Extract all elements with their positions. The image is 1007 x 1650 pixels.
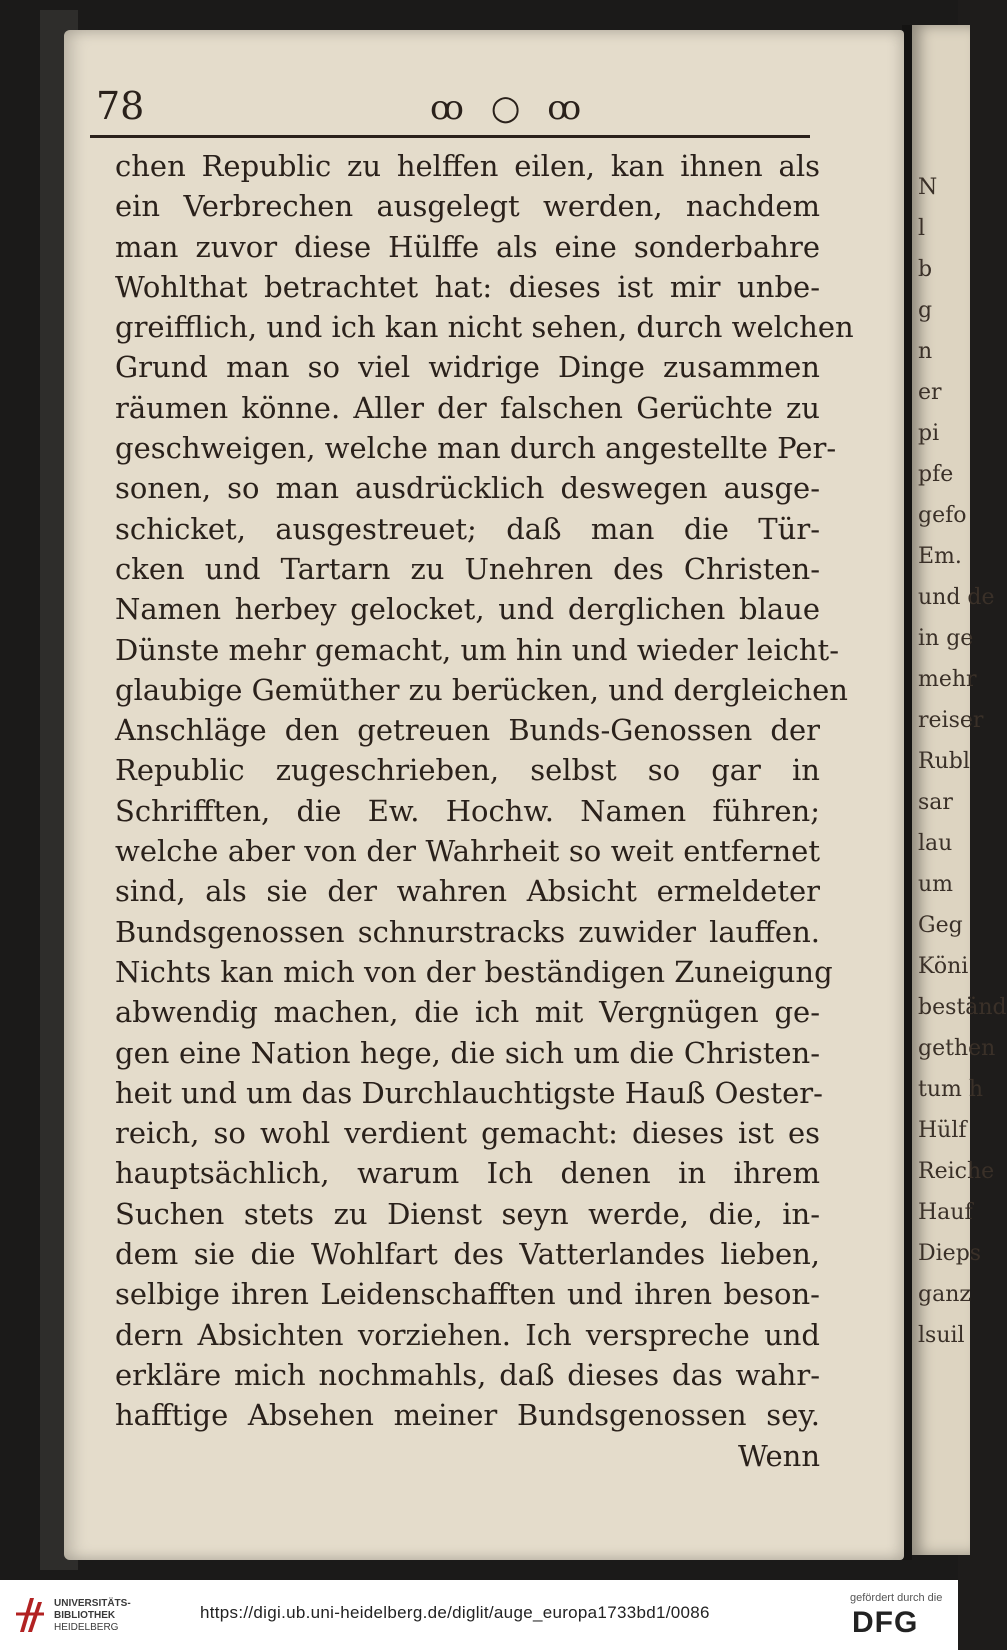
institution-line-1: UNIVERSITÄTS- bbox=[54, 1598, 131, 1609]
facing-page-fragment: b bbox=[918, 257, 933, 282]
page-url-link[interactable]: https://digi.ub.uni-heidelberg.de/diglit/auge_europa1733bd1/0086 bbox=[200, 1603, 710, 1622]
facing-page-fragment: Hauf bbox=[918, 1200, 973, 1225]
text-line: glaubige Gemüther zu berücken, und dergleichen bbox=[115, 672, 848, 707]
text-line: Anschläge den getreuen Bunds-Genossen der bbox=[115, 713, 820, 748]
facing-page-fragment: er bbox=[918, 380, 942, 405]
text-line: gen eine Nation hege, die sich um die Christen- bbox=[115, 1035, 820, 1070]
text-line: Schrifften, die Ew. Hochw. Namen führen; bbox=[115, 793, 820, 828]
facing-page-fragment: n bbox=[918, 339, 933, 364]
text-line: Suchen stets zu Dienst seyn werde, die, in- bbox=[115, 1196, 820, 1231]
text-line: erkläre mich nochmahls, daß dieses das wahr- bbox=[115, 1357, 820, 1392]
text-line: sonen, so man ausdrücklich deswegen ausge- bbox=[115, 471, 820, 506]
funded-by-label: gefördert durch die bbox=[850, 1592, 943, 1604]
facing-page-fragment: gethen bbox=[918, 1036, 996, 1061]
text-line: dem sie die Wohlfart des Vatterlandes lieben, bbox=[115, 1237, 820, 1272]
text-line: Grund man so viel widrige Dinge zusammen bbox=[115, 350, 820, 385]
text-line: greifflich, und ich kan nicht sehen, durch welchen bbox=[115, 310, 854, 345]
text-line: dern Absichten vorziehen. Ich verspreche und bbox=[115, 1317, 820, 1352]
facing-page-fragment: mehr bbox=[918, 667, 977, 692]
facing-page bbox=[910, 25, 1007, 1555]
text-line: hafftige Absehen meiner Bundsgenossen sey. bbox=[115, 1398, 820, 1433]
facing-page-fragment: Reiche bbox=[918, 1159, 995, 1184]
facing-page-fragment: gefo bbox=[918, 503, 967, 528]
institution-name bbox=[54, 1598, 131, 1634]
facing-page-fragment: sar bbox=[918, 790, 953, 815]
facing-page-fragment: Dieps bbox=[918, 1241, 982, 1266]
facing-page-fragment: in ge bbox=[918, 626, 974, 651]
text-line: Bundsgenossen schnurstracks zuwider lauffen. bbox=[115, 914, 820, 949]
facing-page-fragment: reiser bbox=[918, 708, 984, 733]
header-rule bbox=[90, 135, 810, 138]
facing-page-fragment: um bbox=[918, 872, 954, 897]
text-line: räumen könne. Aller der falschen Gerüchte zu bbox=[115, 390, 820, 425]
facing-page-fragment: N bbox=[918, 175, 938, 200]
facing-page-fragment: pi bbox=[918, 421, 940, 446]
header-ornament: ꝏ ○ ꝏ bbox=[430, 88, 590, 128]
text-line: reich, so wohl verdient gemacht: dieses ist es bbox=[115, 1116, 820, 1151]
facing-page-fragment: Geg bbox=[918, 913, 963, 938]
facing-page-fragment: lsuil bbox=[918, 1323, 965, 1348]
text-line: welche aber von der Wahrheit so weit entfernet bbox=[115, 834, 820, 869]
text-line: hauptsächlich, warum Ich denen in ihrem bbox=[115, 1156, 820, 1191]
facing-page-fragment: tum h bbox=[918, 1077, 984, 1102]
dfg-logo[interactable]: DFG bbox=[852, 1606, 919, 1639]
facing-page-fragment: lau bbox=[918, 831, 953, 856]
body-text bbox=[115, 146, 854, 1476]
text-line: Nichts kan mich von der beständigen Zuneigung bbox=[115, 954, 833, 989]
text-line: Namen herbey gelocket, und derglichen blaue bbox=[115, 592, 820, 627]
facing-page-fragment: Em. bbox=[918, 544, 962, 569]
facing-page-fragment: Rubl bbox=[918, 749, 970, 774]
catchword: Wenn bbox=[738, 1438, 820, 1473]
footer-bar bbox=[0, 1580, 958, 1650]
facing-page-fragment: Hülf bbox=[918, 1118, 967, 1143]
facing-page-fragment: Köni bbox=[918, 954, 969, 979]
facing-page-fragment: und de bbox=[918, 585, 995, 610]
institution-line-2: BIBLIOTHEK bbox=[54, 1610, 116, 1621]
university-library-logo-icon[interactable] bbox=[14, 1594, 48, 1634]
text-line: man zuvor diese Hülffe als eine sonderbahre bbox=[115, 229, 820, 264]
facing-page-fragment: pfe bbox=[918, 462, 954, 487]
facing-page-fragment: g bbox=[918, 298, 933, 323]
facing-page-fragment: beständ bbox=[918, 995, 1007, 1020]
text-line: ein Verbrechen ausgelegt werden, nachdem bbox=[115, 189, 820, 224]
text-line: sind, als sie der wahren Absicht ermeldeter bbox=[115, 874, 820, 909]
text-line: abwendig machen, die ich mit Vergnügen ge- bbox=[115, 995, 820, 1030]
text-line: cken und Tartarn zu Unehren des Christen- bbox=[115, 551, 820, 586]
text-line: geschweigen, welche man durch angestellte Per- bbox=[115, 431, 837, 466]
page-number: 78 bbox=[96, 84, 145, 128]
facing-page-fragment: l bbox=[918, 216, 926, 241]
institution-line-3: HEIDELBERG bbox=[54, 1622, 119, 1633]
text-line: heit und um das Durchlauchtigste Hauß Oester- bbox=[115, 1075, 823, 1110]
text-line: Republic zugeschrieben, selbst so gar in bbox=[115, 753, 820, 788]
text-line: Dünste mehr gemacht, um hin und wieder leicht- bbox=[115, 632, 839, 667]
text-line: selbige ihren Leidenschafften und ihren beson- bbox=[115, 1277, 820, 1312]
text-line: schicket, ausgestreuet; daß man die Tür- bbox=[115, 511, 820, 546]
facing-page-fragment: ganz bbox=[918, 1282, 971, 1307]
text-line: Wohlthat betrachtet hat: dieses ist mir unbe- bbox=[115, 269, 820, 304]
text-line: chen Republic zu helffen eilen, kan ihnen als bbox=[115, 149, 820, 183]
